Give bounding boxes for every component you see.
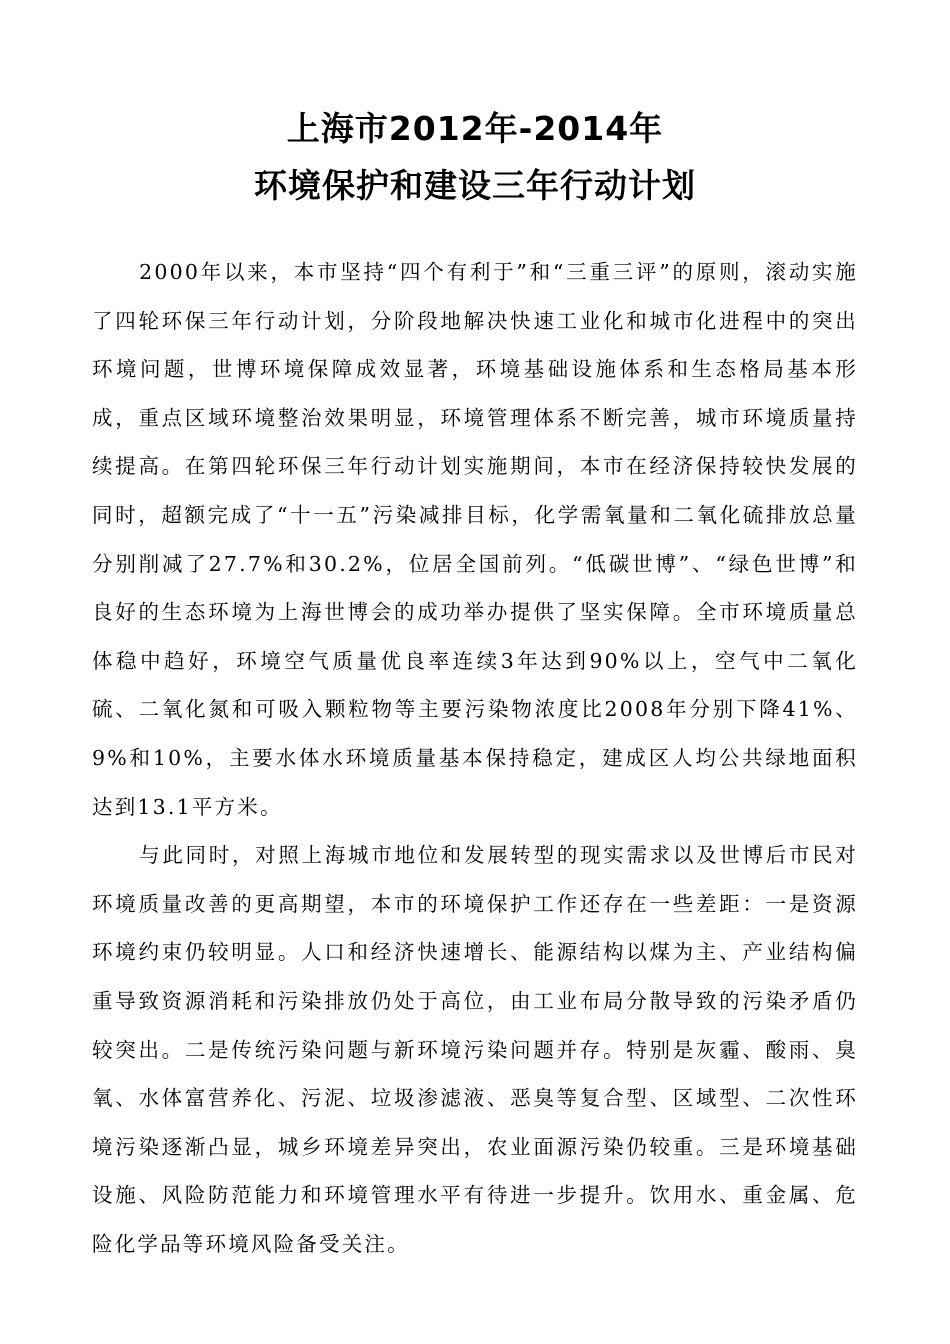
body-paragraph-2: 与此同时，对照上海城市地位和发展转型的现实需求以及世博后市民对环境质量改善的更高期望，本市的环境保护工作还存在一些差距：一是资源环境约束仍较明显。人口和经济快速增长、能源结构以煤为主、产业结构偏重导致资源消耗和污染排放仍处于高位，由工业布局分散导致的污染矛盾仍较突出。二是传统污染问题与新环境污染问题并存。特别是灰霾、酸雨、臭氧、水体富营养化、污泥、垃圾渗滤液、恶臭等复合型、区域型、二次性环境污染逐渐凸显，城乡环境差异突出，农业面源污染仍较重。三是环境基础设施、风险防范能力和环境管理水平有待进一步提升。饮用水、重金属、危险化学品等环境风险备受关注。 <box>92 843 858 1256</box>
title-line-2: 环境保护和建设三年行动计划 <box>254 166 696 205</box>
document-title <box>92 100 858 214</box>
body-paragraph-1: 2000年以来，本市坚持“四个有利于”和“三重三评”的原则，滚动实施了四轮环保三年行动计划，分阶段地解决快速工业化和城市化进程中的突出环境问题，世博环境保障成效显著，环境基础设施体系和生态格局基本形成，重点区域环境整治效果明显，环境管理体系不断完善，城市环境质量持续提高。在第四轮环保三年行动计划实施期间，本市在经济保持较快发展的同时，超额完成了“十一五”污染减排目标，化学需氧量和二氧化硫排放总量分别削减了27.7%和30.2%，位居全国前列。“低碳世博”、“绿色世博”和良好的生态环境为上海世博会的成功举办提供了坚实保障。全市环境质量总体稳中趋好，环境空气质量优良率连续3年达到90%以上，空气中二氧化硫、二氧化氮和可吸入颗粒物等主要污染物浓度比2008年分别下降41%、9%和10%，主要水体水环境质量基本保持稳定，建成区人均公共绿地面积达到13.1平方米。 <box>92 260 858 819</box>
title-line-1: 上海市2012年-2014年 <box>286 109 664 148</box>
